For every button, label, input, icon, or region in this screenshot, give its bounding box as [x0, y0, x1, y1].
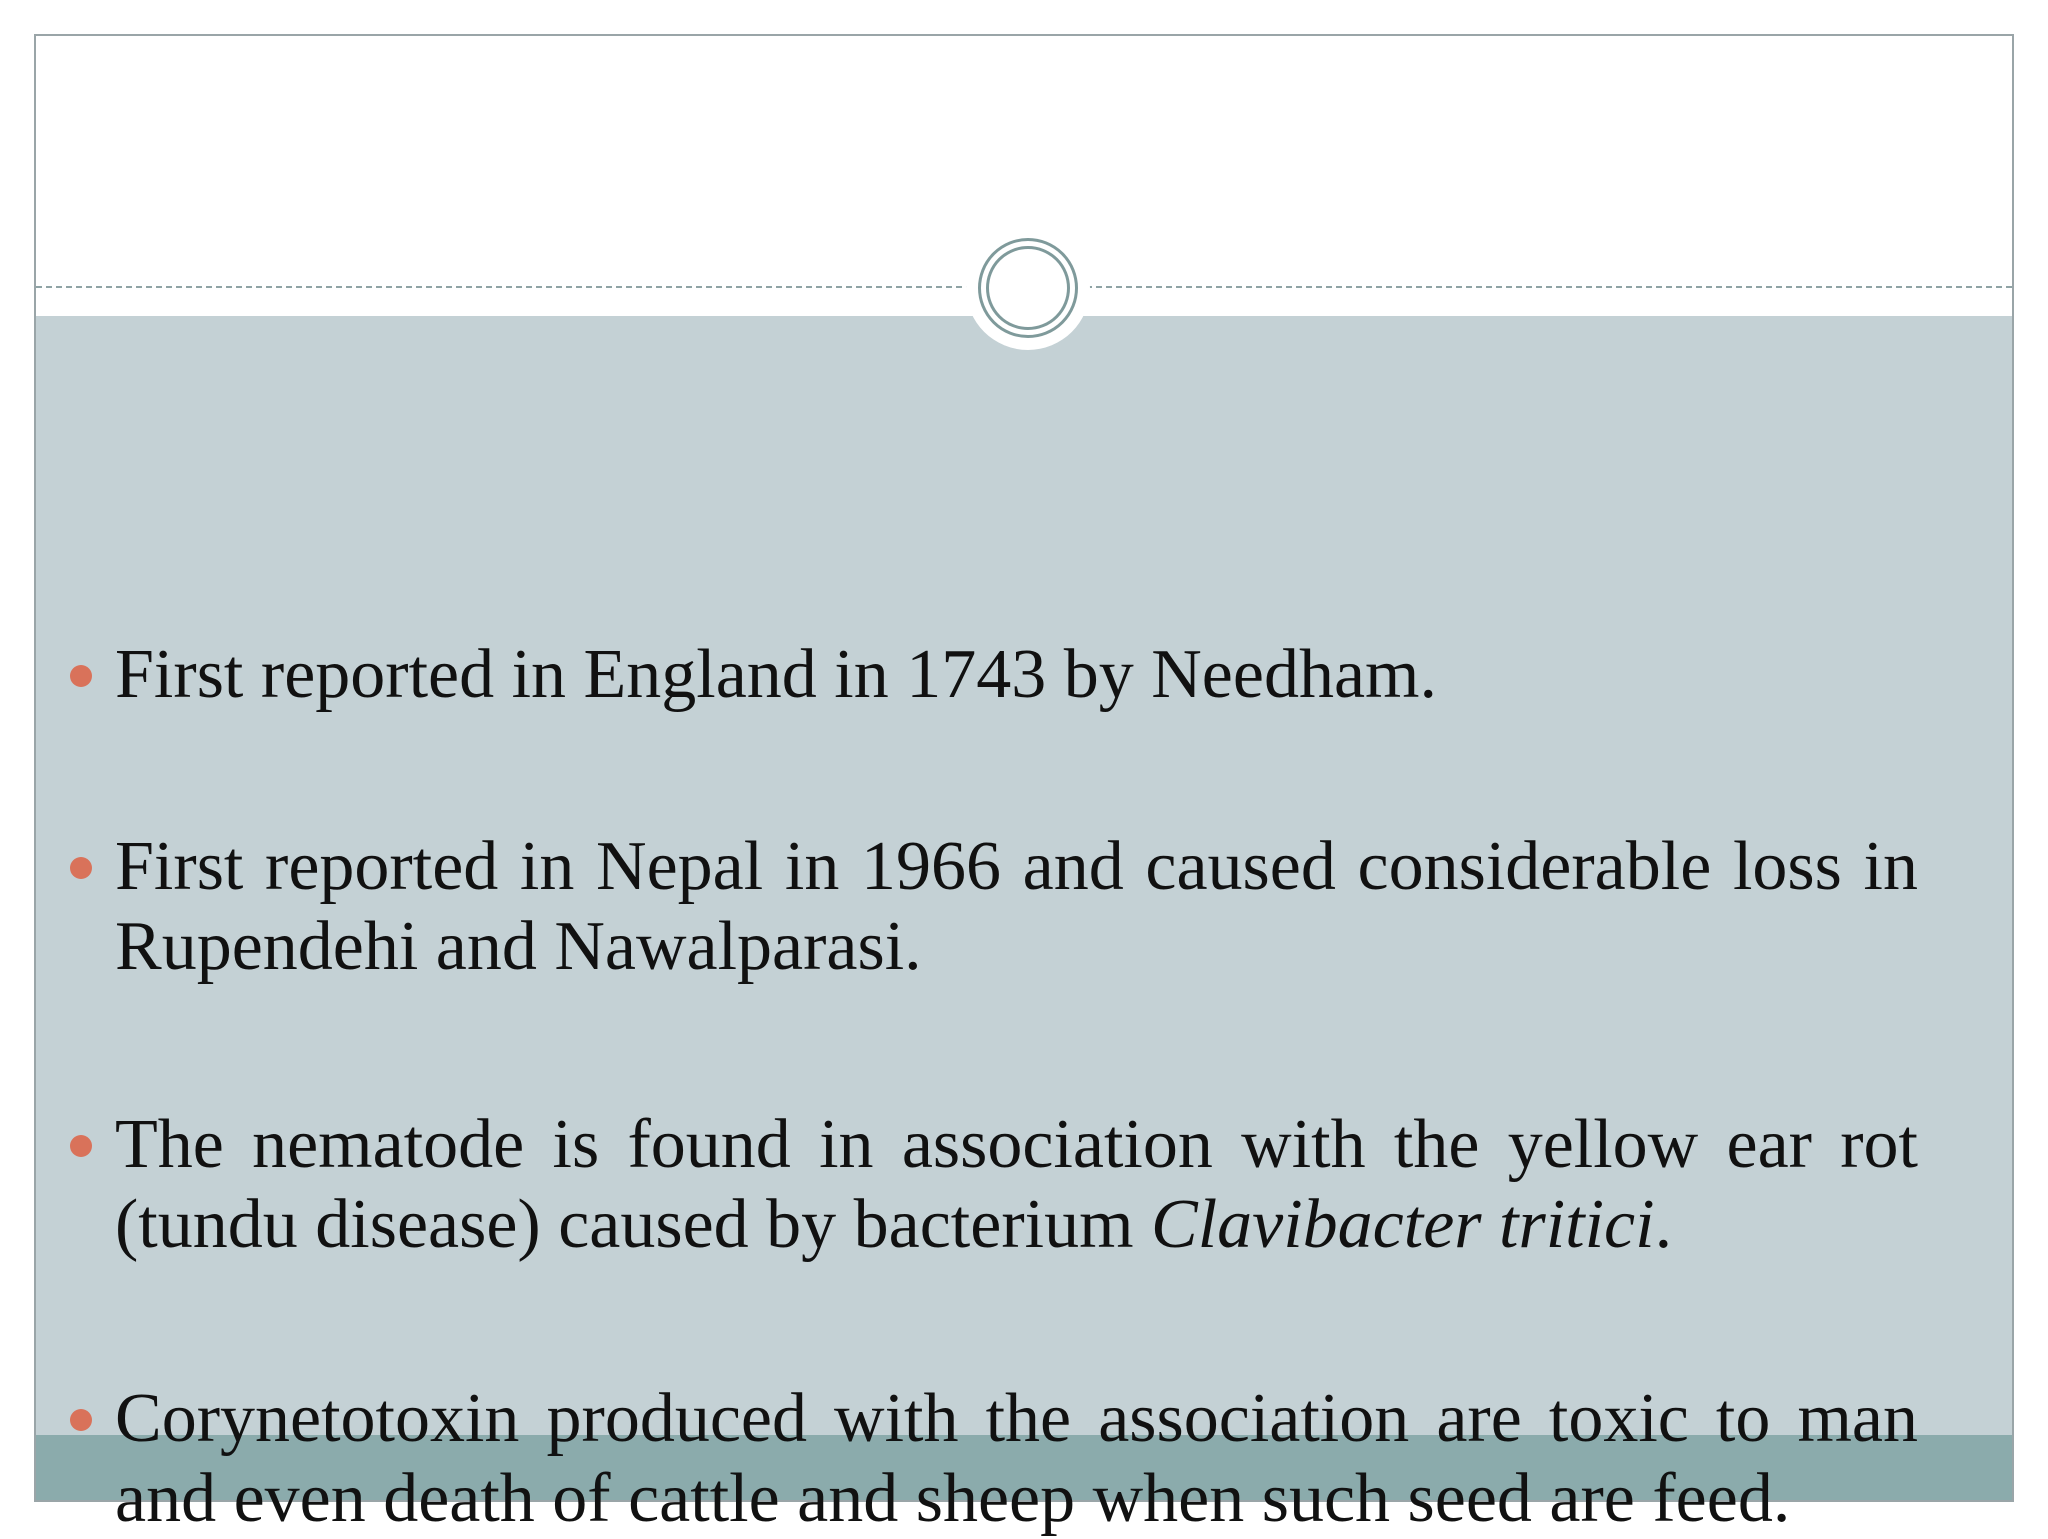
bullet-text: First reported in England in 1743 by Needham.: [115, 636, 1437, 713]
bullet-item: [115, 635, 1918, 715]
bullet-dot-icon: [70, 665, 92, 687]
bullet-dot-icon: [70, 1135, 92, 1157]
bullet-text: The nematode is found in association with the yellow ear rot (tundu disease) caused by bacterium: [115, 1106, 1918, 1263]
bullet-italic-species: Clavibacter tritici: [1151, 1186, 1655, 1263]
bullet-text: First reported in Nepal in 1966 and caused considerable loss in Rupendehi and Nawalparasi.: [115, 828, 1918, 985]
bullet-suffix: .: [1654, 1186, 1673, 1263]
bullet-item: [115, 1379, 1918, 1539]
bullet-item: [115, 1105, 1918, 1265]
bullet-item: [115, 827, 1918, 987]
bullet-text: Corynetotoxin produced with the association are toxic to man and even death of cattle and sheep when such seed are feed.: [115, 1380, 1918, 1537]
circle-ornament-inner-ring: [986, 246, 1070, 330]
bullet-dot-icon: [70, 857, 92, 879]
circle-ornament-icon: [978, 238, 1078, 338]
slide: [34, 34, 2014, 1502]
bullet-dot-icon: [70, 1409, 92, 1431]
